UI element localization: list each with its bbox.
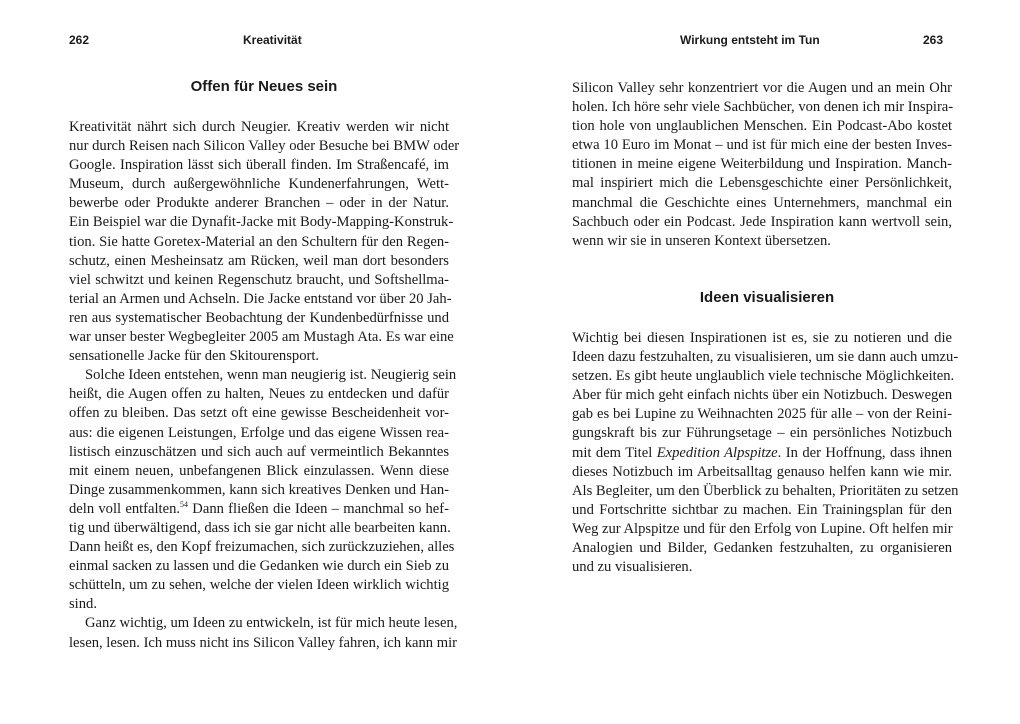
text-line: schütteln, um zu sehen, welche der vielen Ideen wirklich wichtig bbox=[69, 577, 449, 594]
text-line: Dinge zusammenkommen, kann sich kreatives Denken und Han- bbox=[69, 481, 449, 498]
section-heading-left: Offen für Neues sein bbox=[190, 78, 338, 95]
page-number-right: 263 bbox=[923, 33, 944, 47]
text-line: tig und überwältigend, dass ich sie gar nicht alle bearbeiten kann. bbox=[69, 519, 451, 536]
text-line: lesen, lesen. Ich muss nicht ins Silicon Valley fahren, ich kann mir bbox=[69, 634, 458, 651]
text-fragment: mit dem Titel bbox=[572, 444, 657, 461]
body-text-left bbox=[69, 118, 460, 653]
text-line: Google. Inspiration lässt sich überall finden. Im Straßencafé, im bbox=[69, 157, 449, 174]
text-line: heißt, die Augen offen zu halten, Neues zu entdecken und dafür bbox=[69, 386, 449, 403]
footnote-marker: 54 bbox=[180, 499, 189, 509]
text-line: titionen in meine eigene Weiterbildung und Inspiration. Manch- bbox=[572, 156, 952, 173]
text-line: Solche Ideen entstehen, wenn man neugierig ist. Neugierig sein bbox=[85, 367, 457, 384]
text-line: war unser bester Wegbegleiter 2005 am Mustagh Ata. Es war eine bbox=[69, 329, 454, 346]
text-line: gungskraft bis zur Führungsetage – ein persönliches Notizbuch bbox=[572, 425, 952, 442]
section-heading-right: Ideen visualisieren bbox=[699, 289, 835, 306]
body-text-right-top bbox=[572, 79, 952, 251]
running-head-right: Wirkung entsteht im Tun bbox=[680, 33, 820, 47]
text-line bbox=[69, 500, 449, 519]
text-line: offen zu bleiben. Das setzt oft eine gewisse Bescheidenheit vor- bbox=[69, 405, 449, 422]
text-fragment: deln voll entfalten. bbox=[69, 500, 181, 517]
text-line: sensationelle Jacke für den Skitourensport. bbox=[69, 348, 320, 365]
text-line: gab es bei Lupine zu Weihnachten 2025 für alle – von der Reini- bbox=[572, 406, 952, 423]
text-line: nur durch Reisen nach Silicon Valley oder Besuche bei BMW oder bbox=[69, 138, 460, 155]
text-line: Ganz wichtig, um Ideen zu entwickeln, ist für mich heute lesen, bbox=[85, 615, 458, 632]
text-line: Aber für mich geht einfach nichts über ein Notizbuch. Deswegen bbox=[572, 387, 953, 404]
text-line: listisch einzuschätzen und sich auch auf vermeintlich Bekanntes bbox=[69, 443, 449, 460]
text-line: Sachbuch oder ein Podcast. Jede Inspiration kann wertvoll sein, bbox=[572, 213, 952, 230]
text-line: manchmal die Geschichte eines Unternehmers, manchmal ein bbox=[572, 194, 952, 211]
text-line: wenn wir sie in unseren Kontext übersetzen. bbox=[572, 232, 831, 249]
page-number-left: 262 bbox=[69, 33, 90, 47]
text-line: dieses Notizbuch im Arbeitsalltag genauso helfen kann wie mir. bbox=[572, 463, 952, 480]
text-line: holen. Ich höre sehr viele Sachbücher, von denen ich mir Inspira- bbox=[572, 99, 954, 116]
text-fragment: Dann fließen die Ideen – manchmal so hef- bbox=[188, 500, 450, 517]
text-line: Museum, durch außergewöhnliche Kundenerfahrungen, Wett- bbox=[69, 176, 449, 193]
text-line: ren aus systematischer Beobachtung der Kundenbedürfnisse und bbox=[69, 309, 449, 326]
text-line: aus: die eigenen Leistungen, Erfolge und das eigene Wissen rea- bbox=[69, 424, 449, 441]
text-line: Kreativität nährt sich durch Neugier. Kreativ werden wir nicht bbox=[69, 119, 449, 135]
text-line: einmal sacken zu lassen und die Gedanken wie durch ein Sieb zu bbox=[69, 558, 449, 575]
text-line: Ein Beispiel war die Dynafit-Jacke mit Body-Mapping-Konstruk- bbox=[69, 214, 454, 231]
text-line: Als Begleiter, um den Überblick zu behalten, Prioritäten zu setzen bbox=[572, 482, 959, 499]
text-line: Silicon Valley sehr konzentriert vor die Augen und an mein Ohr bbox=[572, 80, 952, 96]
text-line: schutz, einen Mesheinsatz am Rücken, weil man dort besonders bbox=[69, 252, 449, 269]
text-line: setzen. Es gibt heute unglaublich viele technische Möglichkeiten. bbox=[572, 368, 955, 385]
text-line: Analogien und Bilder, Gedanken festzuhalten, zu organisieren bbox=[572, 540, 952, 557]
text-line: tion hole von unglaublichen Menschen. Ein Podcast-Abo kostet bbox=[572, 118, 952, 135]
right-page bbox=[510, 0, 1020, 724]
text-line: und zu visualisieren. bbox=[572, 559, 693, 576]
text-line: tion. Sie hatte Goretex-Material an den Schultern für den Regen- bbox=[69, 233, 449, 250]
text-line: etwa 10 Euro im Monat – und ist für mich eine der besten Inves- bbox=[572, 137, 952, 154]
text-line: Dann heißt es, den Kopf freizumachen, sich zurückzuziehen, alles bbox=[69, 539, 455, 556]
text-line: mit einem neuen, unbefangenen Blick einzulassen. Wenn diese bbox=[69, 462, 449, 479]
running-head-left: Kreativität bbox=[243, 33, 302, 47]
text-line: sind. bbox=[69, 596, 97, 613]
text-line: terial an Armen und Achseln. Die Jacke entstand vor über 20 Jah- bbox=[69, 290, 452, 307]
text-line: bewerbe oder Produkte anderer Branchen – oder in der Natur. bbox=[69, 195, 449, 212]
text-fragment: . In der Hoffnung, dass ihnen bbox=[777, 444, 952, 461]
text-line: und Fortschritte sichtbar zu machen. Ein Trainingsplan für den bbox=[572, 501, 952, 518]
text-line: Wichtig bei diesen Inspirationen ist es, sie zu notieren und die bbox=[572, 330, 952, 346]
book-title: Expedition Alpspitze bbox=[656, 444, 778, 461]
text-line: mal inspiriert mich die Lebensgeschichte einer Persönlichkeit, bbox=[572, 175, 952, 192]
text-line: Ideen dazu festzuhalten, zu visualisieren, um sie dann auch umzu- bbox=[572, 349, 959, 366]
text-line bbox=[572, 444, 952, 463]
text-line: viel schwitzt und keinen Regenschutz braucht, und Softshellma- bbox=[69, 271, 449, 288]
body-text-right-bottom bbox=[572, 329, 959, 577]
text-line: Weg zur Alpspitze und für den Erfolg von Lupine. Oft helfen mir bbox=[572, 520, 953, 537]
